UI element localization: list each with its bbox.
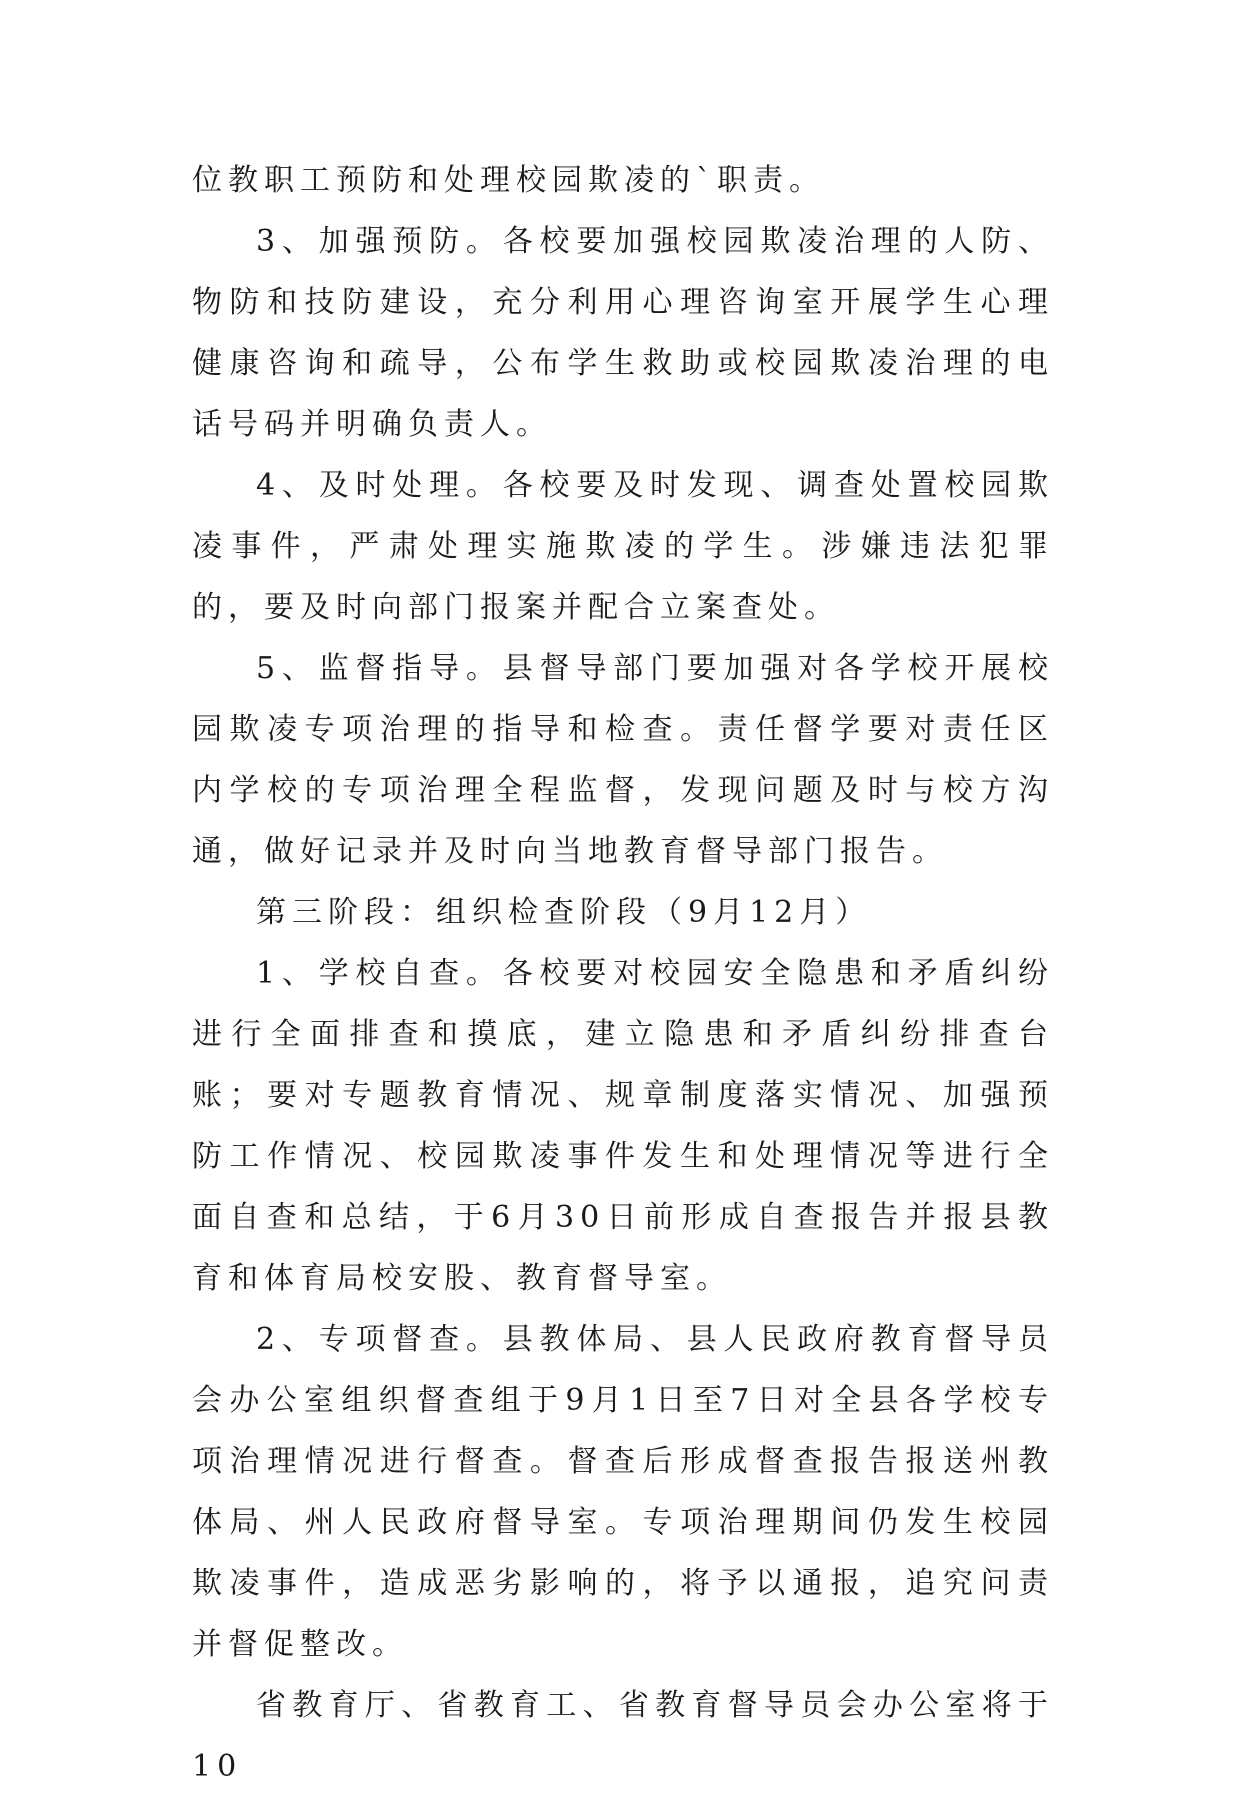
paragraph-6: 1、学校自查。各校要对校园安全隐患和矛盾纠纷进行全面排查和摸底，建立隐患和矛盾纠纷排查台账；要对专题教育情况、规章制度落实情况、加强预防工作情况、校园欺凌事件发生和处理情况等进行全面自查和总结，于6月30日前形成自查报告并报县教育和体育局校安股、教育督导室。: [192, 956, 1054, 1296]
body-text: [192, 150, 1054, 1797]
paragraph-4: 5、监督指导。县督导部门要加强对各学校开展校园欺凌专项治理的指导和检查。责任督学要对责任区内学校的专项治理全程监督，发现问题及时与校方沟通，做好记录并及时向当地教育督导部门报告。: [192, 651, 1054, 869]
paragraph-2: 3、加强预防。各校要加强校园欺凌治理的人防、物防和技防建设，充分利用心理咨询室开展学生心理健康咨询和疏导，公布学生救助或校园欺凌治理的电话号码并明确负责人。: [192, 224, 1054, 442]
paragraph-8: 省教育厅、省教育工、省教育督导员会办公室将于10: [192, 1688, 1054, 1784]
paragraph-3: 4、及时处理。各校要及时发现、调查处置校园欺凌事件，严肃处理实施欺凌的学生。涉嫌违法犯罪的，要及时向部门报案并配合立案查处。: [192, 468, 1054, 625]
paragraph-7: 2、专项督查。县教体局、县人民政府教育督导员会办公室组织督查组于9月1日至7日对全县各学校专项治理情况进行督查。督查后形成督查报告报送州教体局、州人民政府督导室。专项治理期间仍发生校园欺凌事件，造成恶劣影响的，将予以通报，追究问责并督促整改。: [192, 1322, 1054, 1662]
section-heading-stage-3: 第三阶段：组织检查阶段（9月12月）: [256, 895, 872, 930]
paragraph-1: 位教职工预防和处理校园欺凌的`职责。: [192, 163, 825, 198]
